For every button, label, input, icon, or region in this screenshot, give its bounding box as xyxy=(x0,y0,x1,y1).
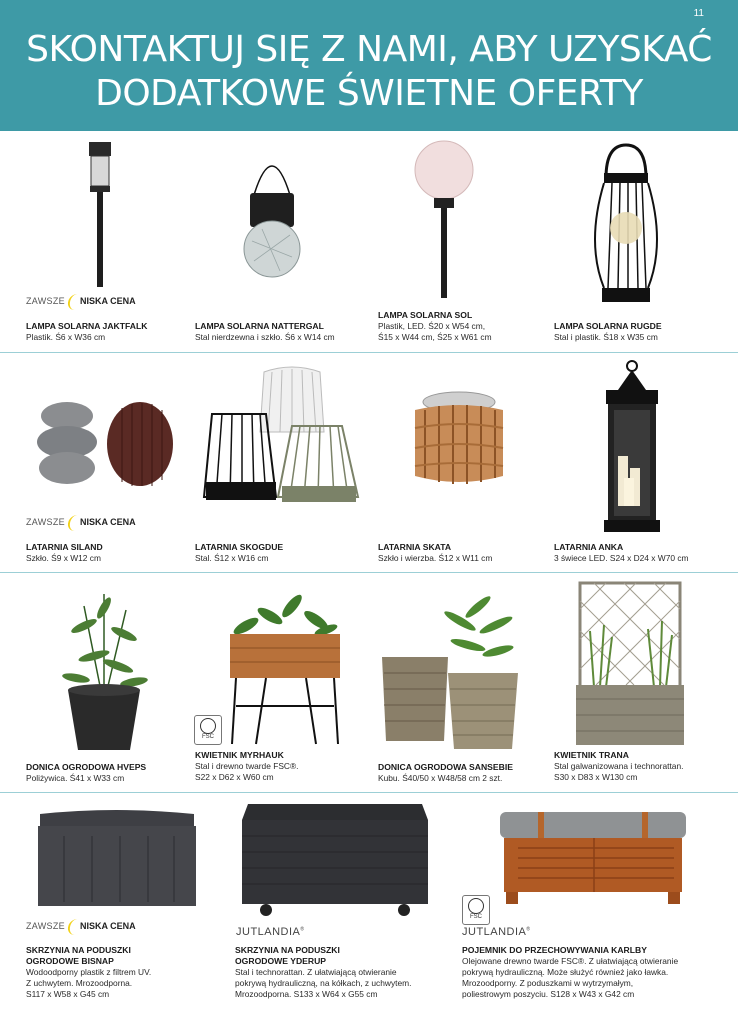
product-sansebie xyxy=(378,762,550,784)
product-name: DONICA OGRODOWA SANSEBIE xyxy=(378,762,513,772)
product-name: LAMPA SOLARNA NATTERGAL xyxy=(195,321,324,331)
brand-logo-jutlandia: JUTLANDIA® xyxy=(236,926,305,938)
product-desc: Szkło. Ś9 x W12 cm xyxy=(26,553,101,563)
product-desc: Stal galwanizowana i technorattan. xyxy=(554,761,684,771)
product-jaktfalk xyxy=(26,321,198,343)
badge-swoosh-icon xyxy=(67,515,80,531)
product-image-rugde xyxy=(584,143,669,308)
product-skogdue xyxy=(195,542,367,564)
product-desc: Szkło i wierzba. Ś12 x W11 cm xyxy=(378,553,493,563)
fsc-tree-icon xyxy=(468,898,484,914)
product-name: LATARNIA SKATA xyxy=(378,542,452,552)
product-desc: Kubu. Ś40/50 x W48/58 cm 2 szt. xyxy=(378,773,503,783)
product-siland xyxy=(26,542,198,564)
product-image-trana xyxy=(574,581,686,748)
product-name: LATARNIA ANKA xyxy=(554,542,624,552)
fsc-logo: FSC xyxy=(462,895,490,925)
product-image-siland xyxy=(32,398,177,490)
fsc-logo: FSC xyxy=(194,715,222,745)
product-hveps xyxy=(26,762,198,784)
product-skata xyxy=(378,542,550,564)
page-title xyxy=(0,28,738,116)
product-name: KWIETNIK MYRHAUK xyxy=(195,750,284,760)
product-anka xyxy=(554,542,726,564)
product-karlby xyxy=(462,945,722,1000)
product-image-yderup xyxy=(238,800,432,920)
product-desc: Plastik. Ś6 x W36 cm xyxy=(26,332,106,342)
product-image-skata xyxy=(405,388,513,490)
product-name: DONICA OGRODOWA HVEPS xyxy=(26,762,147,772)
product-desc: Stal i plastik. Ś18 x W35 cm xyxy=(554,332,658,342)
always-low-price-badge: ZAWSZE NISKA CENA xyxy=(26,292,136,310)
product-desc: Stal i drewno twarde FSC®. xyxy=(195,761,299,771)
product-desc: S30 x D83 x W130 cm xyxy=(554,772,638,782)
product-image-skogdue xyxy=(202,362,362,514)
badge-swoosh-icon xyxy=(67,919,80,935)
product-nattergal xyxy=(195,321,367,343)
section-divider xyxy=(0,572,738,573)
product-desc: Ś15 x W44 cm, Ś25 x W61 cm xyxy=(378,332,492,342)
product-name: LAMPA SOLARNA SOL xyxy=(378,310,473,320)
product-name: OGRODOWE YDERUP xyxy=(235,956,327,966)
fsc-tree-icon xyxy=(200,718,216,734)
always-low-price-badge: ZAWSZE NISKA CENA xyxy=(26,513,136,531)
product-image-jaktfalk xyxy=(80,140,120,290)
product-desc: 3 świece LED. S24 x D24 x W70 cm xyxy=(554,553,689,563)
product-name: OGRODOWE BISNAP xyxy=(26,956,114,966)
product-image-sol xyxy=(412,140,476,305)
always-low-price-badge: ZAWSZE NISKA CENA xyxy=(26,917,136,935)
product-name: LATARNIA SILAND xyxy=(26,542,103,552)
page-header xyxy=(0,0,738,131)
product-desc: Stal i technorattan. Z ułatwiającą otwieranie xyxy=(235,967,397,977)
section-divider xyxy=(0,792,738,793)
product-name: LATARNIA SKOGDUE xyxy=(195,542,284,552)
product-image-bisnap xyxy=(34,806,198,910)
product-desc: Plastik, LED. Ś20 x W54 cm, xyxy=(378,321,486,331)
product-desc: Stal nierdzewna i szkło. Ś6 x W14 cm xyxy=(195,332,335,342)
product-desc: Mrozoodporny. Z poduszkami w wytrzymałym, xyxy=(462,978,634,988)
product-desc: S117 x W58 x G45 cm xyxy=(26,989,110,999)
product-image-anka xyxy=(600,360,664,536)
product-desc: Mrozoodporna. S133 x W64 x G55 cm xyxy=(235,989,378,999)
product-desc: S22 x D62 x W60 cm xyxy=(195,772,274,782)
product-image-karlby xyxy=(498,808,688,908)
product-desc: Stal. Ś12 x W16 cm xyxy=(195,553,269,563)
product-image-sansebie xyxy=(378,585,528,751)
product-myrhauk xyxy=(195,750,367,783)
product-name: SKRZYNIA NA PODUSZKI xyxy=(235,945,340,955)
product-desc: poliestrowym poszyciu. S128 x W43 x G42 cm xyxy=(462,989,635,999)
product-name: LAMPA SOLARNA RUGDE xyxy=(554,321,662,331)
product-desc: Olejowane drewno twarde FSC®. Z ułatwiającą otwieranie xyxy=(462,956,679,966)
title-line-2: DODATKOWE ŚWIETNE OFERTY xyxy=(95,73,643,114)
product-rugde xyxy=(554,321,726,343)
product-desc: pokrywą hydrauliczną, na kółkach, z uchwytem. xyxy=(235,978,412,988)
title-line-1: SKONTAKTUJ SIĘ Z NAMI, ABY UZYSKAĆ xyxy=(26,29,712,70)
product-name: LAMPA SOLARNA JAKTFALK xyxy=(26,321,148,331)
product-desc: pokrywą hydrauliczną. Może służyć również jako ławka. xyxy=(462,967,669,977)
product-name: KWIETNIK TRANA xyxy=(554,750,629,760)
product-name: POJEMNIK DO PRZECHOWYWANIA KARLBY xyxy=(462,945,647,955)
product-desc: Poliżywica. Ś41 x W33 cm xyxy=(26,773,125,783)
product-trana xyxy=(554,750,726,783)
product-image-nattergal xyxy=(240,145,305,285)
product-yderup xyxy=(235,945,455,1000)
badge-swoosh-icon xyxy=(67,294,80,310)
product-sol xyxy=(378,310,550,343)
product-name: SKRZYNIA NA PODUSZKI xyxy=(26,945,131,955)
product-bisnap xyxy=(26,945,206,1000)
page-number: 11 xyxy=(693,8,704,19)
product-image-myrhauk xyxy=(226,586,344,746)
product-desc: Wodoodporny plastik z filtrem UV. xyxy=(26,967,152,977)
product-image-hveps xyxy=(54,586,154,756)
brand-logo-jutlandia: JUTLANDIA® xyxy=(462,926,531,938)
section-divider xyxy=(0,352,738,353)
product-desc: Z uchwytem. Mrozoodporna. xyxy=(26,978,133,988)
